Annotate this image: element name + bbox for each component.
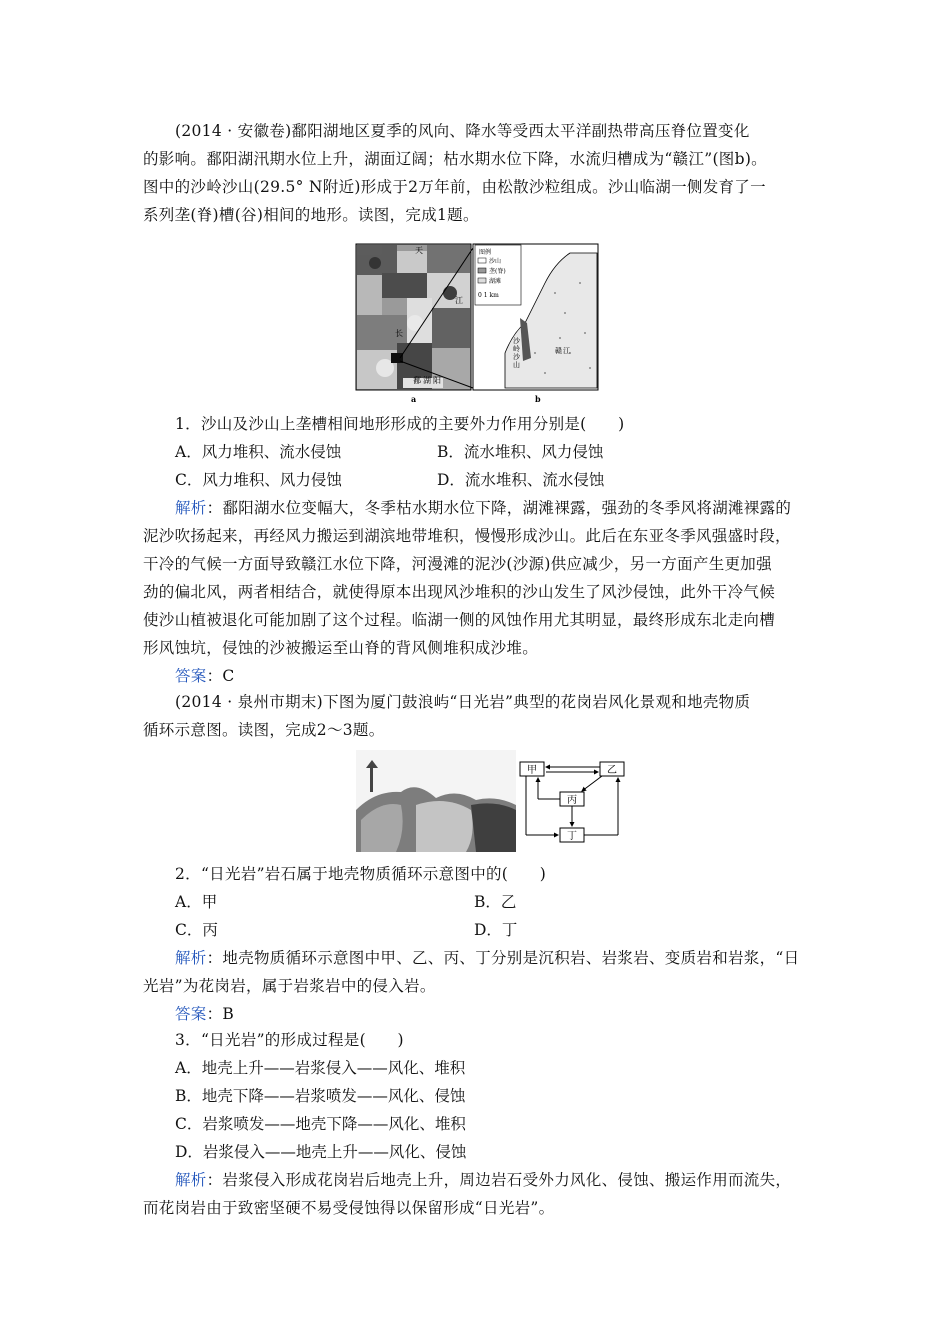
- map-b-label: 沙: [513, 353, 520, 361]
- answer-value: ：B: [206, 1005, 235, 1023]
- trees: [471, 803, 516, 852]
- intro2-line: (2014 · 泉州市期末)下图为厦门鼓浪屿“日光岩”典型的花岗岩风化景观和地壳物质: [175, 693, 751, 711]
- map-a-label: 阳: [433, 376, 441, 385]
- rock-cycle-svg: [518, 760, 628, 850]
- map-b-label: 沙: [513, 337, 520, 345]
- intro2-line: 循环示意图。读图，完成2～3题。: [143, 721, 385, 739]
- q1-analysis-line0: [175, 498, 791, 518]
- q2-analysis-line0: [175, 948, 799, 968]
- intro1-line: 的影响。鄱阳湖汛期水位上升，湖面辽阔；枯水期水位下降，水流归槽成为“赣江”(图b)。: [143, 150, 767, 168]
- q3-stem: 3．“日光岩”的形成过程是( ): [175, 1031, 404, 1049]
- q1-option: A．风力堆积、流水侵蚀: [175, 443, 342, 461]
- q2-option: D．丁: [474, 921, 518, 939]
- map-b-label: 江: [563, 347, 570, 355]
- analysis-text: ：地壳物质循环示意图中甲、乙、丙、丁分别是沉积岩、岩浆岩、变质岩和岩浆，“日: [206, 949, 800, 967]
- map-a-label: 鄱: [413, 376, 421, 385]
- legend-item: 垄(脊): [489, 268, 506, 275]
- map-a-texture: [357, 245, 470, 389]
- q2-option: A．甲: [175, 893, 218, 911]
- map-a-label: 江: [455, 296, 463, 305]
- q1-analysis-line: 形风蚀坑，侵蚀的沙被搬运至山脊的背风侧堆积成沙堆。: [143, 639, 539, 657]
- q3-option: A．地壳上升——岩浆侵入——风化、堆积: [175, 1059, 466, 1077]
- analysis-label: 解析: [175, 1171, 207, 1189]
- q1-option: C．风力堆积、风力侵蚀: [175, 471, 342, 489]
- map-b-label: 岭: [513, 345, 520, 353]
- box-label: 乙: [607, 765, 617, 776]
- q1-analysis-line: 泥沙吹扬起来，再经风力搬运到湖滨地带堆积，慢慢形成沙山。此后在东亚冬季风强盛时段，: [143, 527, 791, 545]
- rock-photo-svg: [356, 750, 516, 852]
- q1-analysis-line: 劲的偏北风，两者相结合，就使得原本出现风沙堆积的沙山发生了风沙侵蚀，此外干冷气候: [143, 583, 776, 601]
- answer-label: 答案: [175, 667, 207, 685]
- caption-a: a: [411, 394, 417, 404]
- caption-b: b: [535, 394, 541, 404]
- rock-highlight: [416, 801, 473, 852]
- map-b-label: 山: [513, 361, 520, 369]
- map-b-label: 赣: [555, 347, 562, 355]
- intro1-line: (2014 · 安徽卷)鄱阳湖地区夏季的风向、降水等受西太平洋副热带高压脊位置变化: [175, 122, 750, 140]
- answer-label: 答案: [175, 1005, 207, 1023]
- q3-option: D．岩浆侵入——地壳上升——风化、侵蚀: [175, 1143, 467, 1161]
- figure-map-poyang: [355, 243, 599, 406]
- q2-analysis-line: 光岩”为花岗岩，属于岩浆岩中的侵入岩。: [143, 977, 436, 995]
- figure-rock-cycle: [518, 760, 628, 850]
- q3-analysis-line0: [175, 1170, 791, 1190]
- box-label: 丁: [567, 831, 577, 842]
- legend-scale: 0 1 km: [478, 292, 499, 299]
- analysis-text: ：岩浆侵入形成花岗岩后地壳上升，周边岩石受外力风化、侵蚀、搬运作用而流失，: [206, 1171, 792, 1189]
- map-a-label: 湖: [423, 376, 431, 385]
- q3-analysis-line: 而花岗岩由于致密坚硬不易受侵蚀得以保留形成“日光岩”。: [143, 1199, 555, 1217]
- answer-value: ：C: [206, 667, 235, 685]
- q1-option: D．流水堆积、流水侵蚀: [437, 471, 605, 489]
- poyang-map-svg: [355, 243, 599, 406]
- figure-sunlight-rock-photo: [356, 750, 516, 852]
- map-a-label: 长: [395, 329, 403, 338]
- intro1-line: 图中的沙岭沙山(29.5° N附近)形成于2万年前，由松散沙粒组成。沙山临湖一侧发育了一: [143, 178, 766, 196]
- box-label: 丙: [567, 795, 577, 806]
- q1-analysis-line: 干冷的气候一方面导致赣江水位下降，河漫滩的泥沙(沙源)供应减少，另一方面产生更加强: [143, 555, 772, 573]
- legend-item: 湖滩: [489, 278, 502, 285]
- q2-answer: [175, 1004, 234, 1024]
- analysis-text: ：鄱阳湖水位变幅大，冬季枯水期水位下降，湖滩裸露，强劲的冬季风将湖滩裸露的: [206, 499, 792, 517]
- q1-option: B．流水堆积、风力侵蚀: [437, 443, 604, 461]
- box-label: 甲: [527, 765, 537, 776]
- q1-answer: [175, 666, 235, 686]
- legend-item: 沙山: [489, 258, 502, 265]
- q3-option: C．岩浆喷发——地壳下降——风化、堆积: [175, 1115, 466, 1133]
- intro1-line: 系列垄(脊)槽(谷)相间的地形。读图，完成1题。: [143, 206, 479, 224]
- q2-option: C．丙: [175, 921, 218, 939]
- q1-analysis-line: 使沙山植被退化可能加剧了这个过程。临湖一侧的风蚀作用尤其明显，最终形成东北走向槽: [143, 611, 776, 629]
- analysis-label: 解析: [175, 499, 207, 517]
- q1-stem: 1．沙山及沙山上垄槽相间地形形成的主要外力作用分别是( ): [175, 415, 625, 433]
- legend-title: 图例: [479, 249, 492, 256]
- pole: [370, 768, 373, 792]
- q2-option: B．乙: [474, 893, 517, 911]
- map-a-label: 天: [415, 246, 423, 255]
- q3-option: B．地壳下降——岩浆喷发——风化、侵蚀: [175, 1087, 466, 1105]
- analysis-label: 解析: [175, 949, 207, 967]
- q2-stem: 2．“日光岩”岩石属于地壳物质循环示意图中的( ): [175, 865, 547, 883]
